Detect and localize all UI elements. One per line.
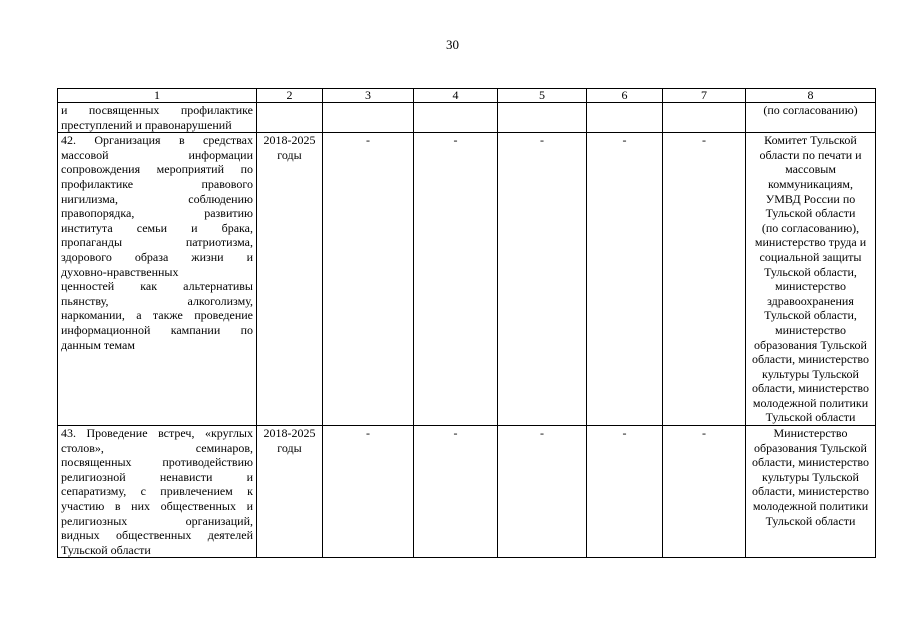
- funding-cell-3: -: [323, 133, 414, 426]
- table-row: [58, 426, 876, 558]
- description-line: ценностей как альтернативы: [61, 279, 253, 294]
- funding-cell-3: [323, 103, 414, 133]
- column-header-6: 6: [587, 89, 663, 103]
- description-line: посвященных противодействию: [61, 455, 253, 470]
- column-header-2: 2: [257, 89, 323, 103]
- description-line: нигилизма, соблюдению: [61, 191, 253, 206]
- period-cell: [257, 426, 323, 558]
- table-row: [58, 103, 876, 133]
- responsible-line: области, министерство: [751, 455, 870, 470]
- responsible-line: области, министерство: [751, 484, 870, 499]
- responsible-line: министерство труда и: [754, 235, 867, 250]
- responsible-line: области, министерство: [751, 381, 870, 396]
- funding-cell-7: -: [663, 133, 746, 426]
- description-line: пропаганды патриотизма,: [61, 235, 253, 250]
- funding-cell-6: -: [587, 426, 663, 558]
- responsible-line: УМВД России по: [765, 191, 856, 206]
- description-line: профилактике правового: [61, 176, 253, 191]
- description-line: информационной кампании по: [61, 322, 253, 337]
- responsible-cell: [746, 103, 876, 133]
- column-header-4: 4: [414, 89, 498, 103]
- responsible-line: социальной защиты: [759, 249, 862, 264]
- column-header-5: 5: [498, 89, 587, 103]
- description-line: сопровождения мероприятий по: [61, 162, 253, 177]
- description-line: религиозных организаций,: [61, 513, 253, 528]
- event-description-cell: [58, 133, 257, 426]
- description-line: сепаратизму, с привлечением к: [61, 484, 253, 499]
- responsible-line: здравоохранения: [767, 293, 854, 308]
- header-row: [58, 89, 876, 103]
- description-line: массовой информации: [61, 147, 253, 162]
- table-row: [58, 133, 876, 426]
- description-line: 43. Проведение встреч, «круглых: [61, 426, 253, 441]
- responsible-cell: [746, 133, 876, 426]
- funding-cell-5: -: [498, 133, 587, 426]
- description-line: Тульской области: [61, 542, 151, 557]
- responsible-line: области по печати и: [759, 147, 862, 162]
- description-line: здорового образа жизни и: [61, 249, 253, 264]
- description-line: участию в них общественных и: [61, 499, 253, 514]
- description-line: видных общественных деятелей: [61, 528, 253, 543]
- responsible-line: Тульской области,: [764, 264, 857, 279]
- responsible-line: министерство: [775, 322, 846, 337]
- period-cell: [257, 133, 323, 426]
- description-line: правопорядка, развитию: [61, 206, 253, 221]
- event-description-cell: [58, 103, 257, 133]
- period-line: годы: [277, 440, 302, 455]
- responsible-line: образования Тульской: [754, 440, 867, 455]
- responsible-cell: [746, 426, 876, 558]
- responsible-line: молодежной политики: [752, 395, 869, 410]
- funding-cell-3: -: [323, 426, 414, 558]
- column-header-1: 1: [58, 89, 257, 103]
- description-line: пьянству, алкоголизму,: [61, 293, 253, 308]
- funding-cell-4: -: [414, 133, 498, 426]
- funding-cell-7: [663, 103, 746, 133]
- column-header-8: 8: [746, 89, 876, 103]
- responsible-line: Министерство: [773, 426, 848, 441]
- period-line: годы: [277, 147, 302, 162]
- funding-cell-4: -: [414, 426, 498, 558]
- description-line: 42. Организация в средствах: [61, 133, 253, 148]
- responsible-line: области, министерство: [751, 352, 870, 367]
- responsible-line: Тульской области: [765, 206, 856, 221]
- period-cell: [257, 103, 323, 133]
- responsible-line: Комитет Тульской: [764, 133, 857, 148]
- responsible-line: Тульской области: [765, 513, 856, 528]
- responsible-line: образования Тульской: [754, 337, 867, 352]
- description-line: преступлений и правонарушений: [61, 117, 232, 132]
- responsible-line: министерство: [775, 279, 846, 294]
- funding-cell-5: -: [498, 426, 587, 558]
- responsible-line: массовым: [785, 162, 836, 177]
- column-header-7: 7: [663, 89, 746, 103]
- event-description-cell: [58, 426, 257, 558]
- funding-cell-5: [498, 103, 587, 133]
- column-header-3: 3: [323, 89, 414, 103]
- funding-cell-6: [587, 103, 663, 133]
- period-line: 2018-2025: [263, 426, 316, 441]
- description-line: религиозной ненависти и: [61, 469, 253, 484]
- responsible-line: (по согласованию): [763, 103, 858, 117]
- responsible-line: культуры Тульской: [762, 366, 859, 381]
- responsible-line: (по согласованию),: [761, 220, 860, 235]
- responsible-line: молодежной политики: [752, 499, 869, 514]
- funding-cell-6: -: [587, 133, 663, 426]
- responsible-line: культуры Тульской: [762, 469, 859, 484]
- responsible-line: Тульской области: [765, 410, 856, 425]
- funding-cell-7: -: [663, 426, 746, 558]
- plan-table: [57, 88, 876, 558]
- description-line: и посвященных профилактике: [61, 103, 253, 117]
- description-line: духовно-нравственных: [61, 264, 179, 279]
- description-line: института семьи и брака,: [61, 220, 253, 235]
- period-line: 2018-2025: [263, 133, 316, 148]
- description-line: наркомании, а также проведение: [61, 308, 253, 323]
- description-line: данным темам: [61, 337, 135, 352]
- page-number: 30: [446, 37, 459, 52]
- responsible-line: коммуникациям,: [768, 176, 853, 191]
- funding-cell-4: [414, 103, 498, 133]
- description-line: столов», семинаров,: [61, 440, 253, 455]
- responsible-line: Тульской области,: [764, 308, 857, 323]
